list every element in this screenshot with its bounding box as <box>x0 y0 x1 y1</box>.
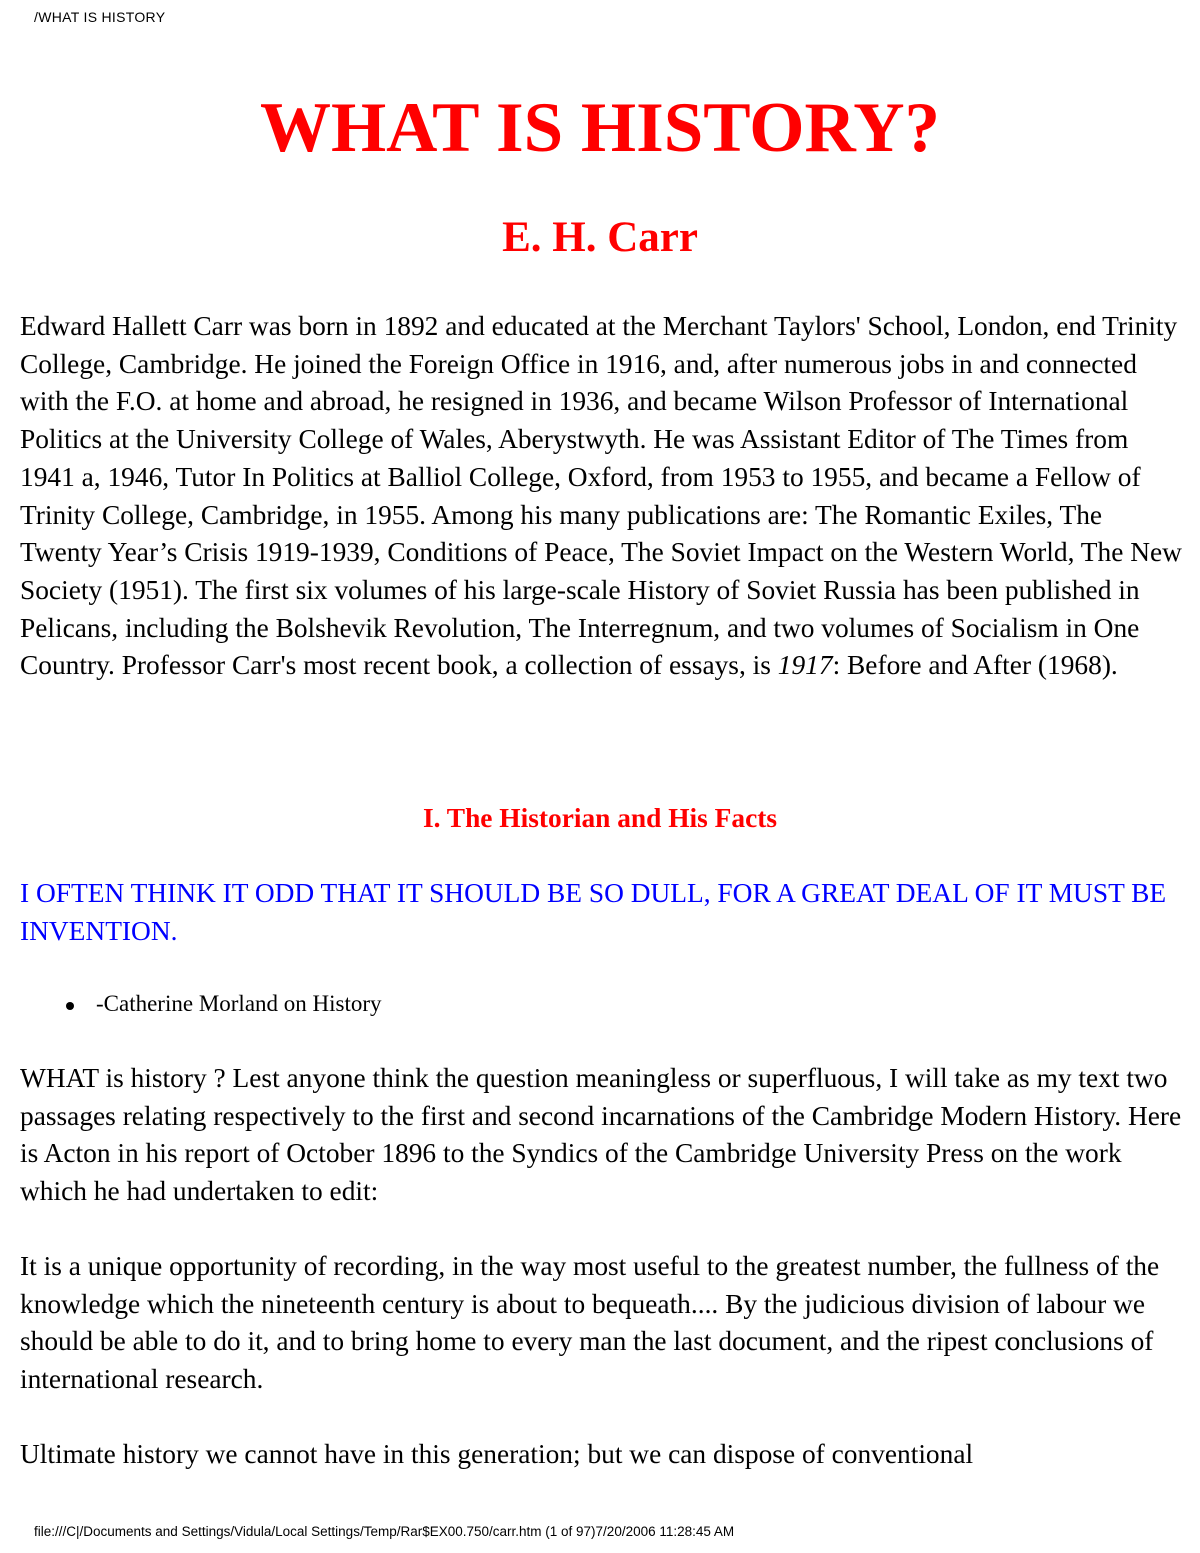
author-bio-text-end: : Before and After (1968). <box>832 650 1118 681</box>
bullet-icon <box>66 1002 74 1010</box>
body-paragraph: Ultimate history we cannot have in this generation; but we can dispose of conventional <box>20 1439 974 1469</box>
running-header: /WHAT IS HISTORY <box>34 9 166 25</box>
section-heading: I. The Historian and His Facts <box>422 803 778 833</box>
epigraph-attribution-list <box>60 988 382 1020</box>
document-title: WHAT IS HISTORY? <box>259 89 941 167</box>
epigraph-attribution: -Catherine Morland on History <box>96 991 382 1016</box>
quoted-paragraph: It is a unique opportunity of recording, in the way most useful to the greatest number, the fullness of the knowledge which the nineteenth century is about to bequeath.... By the judicious division of labour we should be able to do it, and to bring home to every man the last document, and the ripest conclusions of international research. <box>20 1251 1160 1395</box>
epigraph-quote: I OFTEN THINK IT ODD THAT IT SHOULD BE SO DULL, FOR A GREAT DEAL OF IT MUST BE INVENTION. <box>20 878 1167 946</box>
body-paragraph: WHAT is history ? Lest anyone think the question meaningless or superfluous, I will take as my text two passages relating respectively to the first and second incarnations of the Cambridge Modern History. Here is Acton in his report of October 1896 to the Syndics of the Cambridge University Press on the work which he had undertaken to edit: <box>20 1063 1182 1207</box>
running-footer: file:///C|/Documents and Settings/Vidula/Local Settings/Temp/Rar$EX00.750/carr.htm (1 of 97)7/20/2006 11:28:45 AM <box>34 1524 735 1539</box>
author-bio <box>20 308 1182 685</box>
author-bio-book-title: 1917 <box>777 650 833 681</box>
author-name: E. H. Carr <box>502 214 698 261</box>
list-item <box>60 988 382 1020</box>
author-bio-text: Edward Hallett Carr was born in 1892 and educated at the Merchant Taylors' School, London, end Trinity College, Cambridge. He joined the Foreign Office in 1916, and, after numerous jobs in and connected with the F.O. at home and abroad, he resigned in 1936, and became Wilson Professor of International Politics at the University College of Wales, Aberystwyth. He was Assistant Editor of The Times from 1941 a, 1946, Tutor In Politics at Balliol College, Oxford, from 1953 to 1955, and became a Fellow of Trinity College, Cambridge, in 1955. Among his many publications are: The Romantic Exiles, The Twenty Year’s Crisis 1919-1939, Conditions of Peace, The Soviet Impact on the Western World, The New Society (1951). The first six volumes of his large-scale History of Soviet Russia has been published in Pelicans, including the Bolshevik Revolution, The Interregnum, and two volumes of Socialism in One Country. Professor Carr's most recent book, a collection of essays, is <box>20 311 1182 681</box>
